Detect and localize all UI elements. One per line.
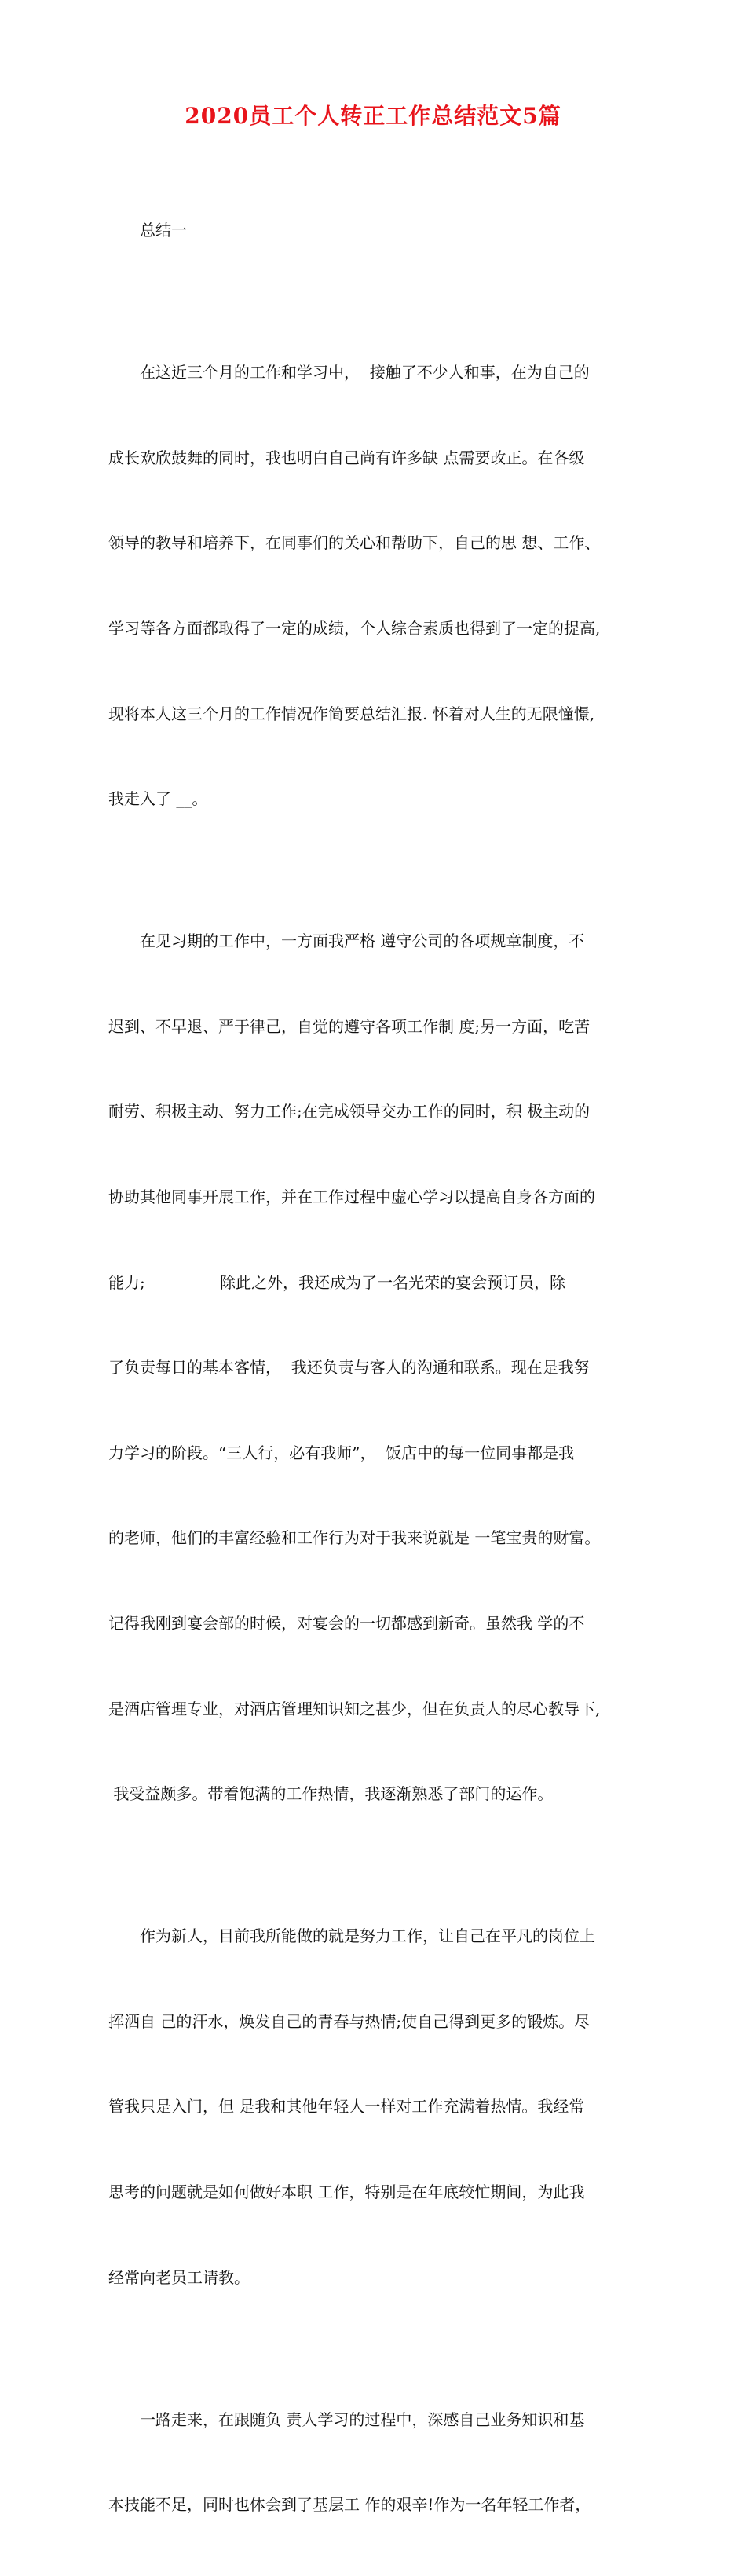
paragraph-4-line-2: 本技能不足，同时也体会到了基层工 作的艰辛!作为一名年轻工作者， xyxy=(108,2495,591,2515)
paragraph-1-line-4: 学习等各方面都取得了一定的成绩，个人综合素质也得到了一定的提高, xyxy=(108,619,601,638)
paragraph-1-line-2: 成长欢欣鼓舞的同时，我也明白自己尚有许多缺 点需要改正。在各级 xyxy=(108,448,585,467)
paragraph-2-line-9: 记得我刚到宴会部的时候，对宴会的一切都感到新奇。虽然我 学的不 xyxy=(108,1613,585,1633)
paragraph-2-line-6: 了负责每日的基本客情， 我还负责与客人的沟通和联系。现在是我努 xyxy=(108,1358,590,1378)
document-body xyxy=(108,159,642,2576)
paragraph-2-line-3: 耐劳、积极主动、努力工作;在完成领导交办工作的同时，积 极主动的 xyxy=(108,1102,591,1122)
paragraph-2-line-8: 的老师，他们的丰富经验和工作行为对于我来说就是 一笔宝贵的财富。 xyxy=(108,1528,601,1548)
paragraph-1-line-6: 我走入了 __。 xyxy=(108,789,208,809)
paragraph-2-line-2: 迟到、不早退、严于律己，自觉的遵守各项工作制 度;另一方面，吃苦 xyxy=(108,1016,591,1036)
paragraph-2-line-5: 能力; 除此之外，我还成为了一名光荣的宴会预订员，除 xyxy=(108,1272,566,1292)
paragraph-2-line-11: 我受益颇多。带着饱满的工作热情，我逐渐熟悉了部门的运作。 xyxy=(108,1784,554,1804)
paragraph-3-line-5: 经常向老员工请教。 xyxy=(108,2267,250,2287)
document-title: 2020员工个人转正工作总结范文5篇 xyxy=(185,103,561,129)
paragraph-3-line-4: 思考的问题就是如何做好本职 工作，特别是在年底较忙期间，为此我 xyxy=(108,2182,585,2201)
paragraph-2-line-10: 是酒店管理专业，对酒店管理知识知之甚少，但在负责人的尽心教导下, xyxy=(108,1699,601,1718)
paragraph-3-line-1: 作为新人，目前我所能做的就是努力工作，让自己在平凡的岗位上 xyxy=(140,1927,595,1946)
paragraph-4-line-1: 一路走来，在跟随负 责人学习的过程中，深感自己业务知识和基 xyxy=(140,2410,585,2429)
section-heading: 总结一 xyxy=(140,221,187,240)
paragraph-2-line-4: 协助其他同事开展工作，并在工作过程中虚心学习以提高自身各方面的 xyxy=(108,1187,595,1206)
paragraph-1-line-1: 在这近三个月的工作和学习中， 接触了不少人和事，在为自己的 xyxy=(140,363,590,382)
paragraph-2-line-1: 在见习期的工作中，一方面我严格 遵守公司的各项规章制度，不 xyxy=(140,931,585,951)
paragraph-1-line-5: 现将本人这三个月的工作情况作简要总结汇报. 怀着对人生的无限憧憬, xyxy=(108,704,595,723)
paragraph-2-line-7: 力学习的阶段。“三人行，必有我师”， 饭店中的每一位同事都是我 xyxy=(108,1443,575,1462)
paragraph-3-line-3: 管我只是入门，但 是我和其他年轻人一样对工作充满着热情。我经常 xyxy=(108,2097,585,2117)
paragraph-1-line-3: 领导的教导和培养下，在同事们的关心和帮助下，自己的思 想、工作、 xyxy=(108,533,601,553)
paragraph-3-line-2: 挥洒自 己的汗水，焕发自己的青春与热情;使自己得到更多的锻炼。尽 xyxy=(108,2011,591,2031)
